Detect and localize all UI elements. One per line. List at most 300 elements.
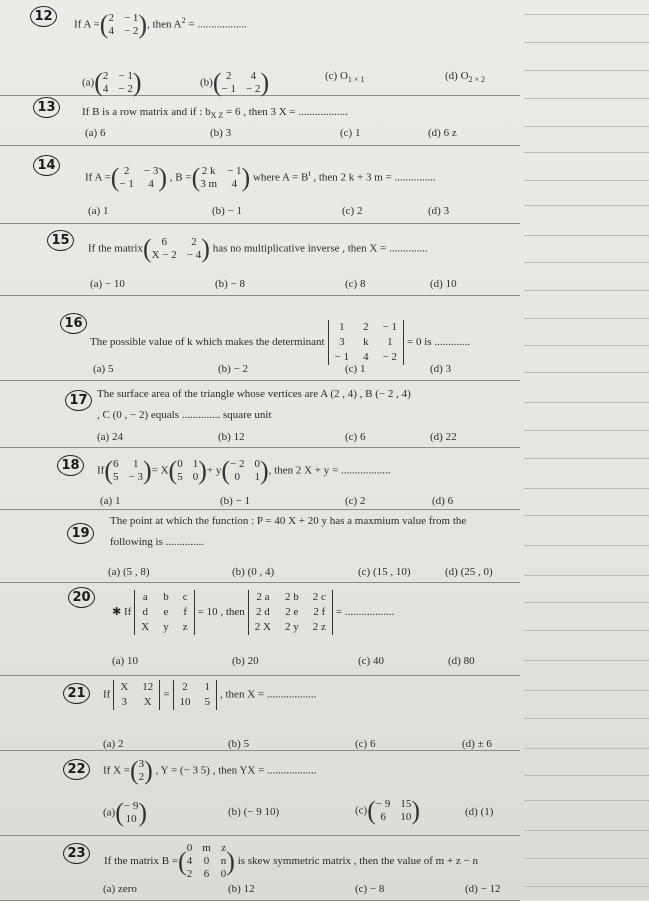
option-c: [345, 495, 365, 507]
question-number: 16: [60, 313, 87, 334]
matrix-entry: − 9: [375, 798, 391, 810]
matrix-entry: k: [363, 336, 369, 348]
matrix-cells: [113, 458, 143, 484]
right-bracket: ): [138, 10, 148, 39]
option-label: (c): [355, 804, 368, 817]
matrix-entry: 3: [121, 696, 128, 708]
option-text: (d) 80: [448, 655, 475, 667]
matrix-entry: 0: [186, 842, 193, 854]
option-text: (c) 6: [345, 431, 366, 443]
determinant-b: [248, 590, 333, 635]
option-b: [212, 205, 242, 217]
stem-text: has no multiplicative inverse , then X = ..............: [209, 242, 428, 255]
option-matrix: [94, 70, 141, 96]
question-stem: [112, 590, 394, 635]
option-a: [90, 278, 125, 290]
option-text: (b) − 1: [220, 495, 251, 507]
option-a: [85, 127, 105, 139]
matrix-entry: − 1: [334, 351, 350, 363]
matrix-entry: a: [142, 591, 148, 603]
matrix-entry: 10: [125, 813, 137, 825]
question-number: 21: [63, 683, 90, 704]
matrix-entry: 2 c: [312, 591, 326, 603]
matrix-entry: 0: [192, 471, 199, 483]
matrix-a: [111, 165, 167, 191]
option-label: (d) (1): [465, 806, 494, 818]
stem-text: where A = B: [250, 171, 309, 184]
right-bracket: ): [144, 756, 153, 785]
option-c: [342, 205, 362, 217]
option-a: [103, 883, 137, 895]
matrix-entry: 0: [254, 458, 260, 470]
matrix-entry: 2 k: [201, 165, 216, 177]
matrix-entry: 4: [148, 178, 154, 190]
option-text: (d) 3: [428, 205, 450, 217]
option-c: [355, 883, 384, 895]
matrix-cells: [152, 236, 202, 262]
question-stem: [85, 165, 436, 191]
stem-line-1: The point at which the function : P = 40 X + 20 y has a maxmium value from the: [110, 515, 467, 527]
determinant-a: [134, 590, 194, 635]
option-label: (c) O: [325, 70, 348, 82]
matrix-entry: e: [163, 606, 169, 618]
option-a: [103, 800, 147, 826]
option-label: (a): [82, 76, 95, 89]
question-12: [0, 2, 520, 96]
matrix-entry: 2 f: [313, 606, 326, 618]
option-text: (c) 1: [340, 127, 361, 139]
matrix-entry: 2 a: [256, 591, 270, 603]
left-bracket: (: [129, 756, 139, 785]
question-number: 19: [67, 523, 94, 544]
matrix-entry: 2: [102, 70, 109, 82]
matrix-entry: 1: [132, 458, 139, 470]
matrix-entry: − 9: [123, 800, 139, 812]
matrix-cells: [335, 320, 397, 365]
option-text: (b) (0 , 4): [232, 566, 275, 578]
stem-text: , then A: [147, 18, 182, 31]
determinant-b: [173, 680, 218, 710]
option-text: (d) ± 6: [462, 738, 492, 750]
matrix-cells: [119, 165, 158, 191]
option-a: [112, 655, 138, 667]
option-text: (a) 6: [85, 127, 106, 139]
matrix-cells: [180, 680, 211, 710]
option-text: (a) 1: [100, 495, 121, 507]
stem-text: =: [163, 688, 170, 701]
matrix-entry: 2 z: [312, 621, 326, 633]
option-text: (d) 6: [432, 495, 454, 507]
matrix-cells: [103, 70, 133, 96]
option-text: (a) (5 , 8): [108, 566, 150, 578]
option-text: (c) 40: [358, 655, 384, 667]
matrix-entry: 2 X: [254, 621, 271, 633]
left-bracket: (: [115, 798, 124, 827]
matrix-a: [178, 842, 235, 881]
matrix-entry: 12: [142, 681, 154, 693]
stem-text: The possible value of k which makes the determinant: [90, 336, 325, 349]
option-text: (b) 20: [232, 655, 259, 667]
right-bracket: ): [260, 456, 269, 485]
matrix-b: [169, 458, 207, 484]
option-a: [88, 205, 108, 217]
matrix-cells: [200, 165, 241, 191]
option-text: (a) zero: [103, 883, 137, 895]
matrix-entry: − 2: [245, 83, 261, 95]
question-20: [0, 582, 520, 676]
option-b: [200, 70, 269, 96]
question-stem: [104, 842, 478, 881]
matrix-entry: 1: [192, 458, 199, 470]
matrix-entry: 1: [387, 336, 393, 348]
question-23: [0, 835, 520, 901]
option-text: (c) 2: [342, 205, 363, 217]
subscript: X Z: [210, 111, 224, 121]
stem-text: If the matrix B =: [104, 855, 179, 868]
stem-line-2: following is ..............: [110, 536, 205, 548]
matrix-entry: 2: [186, 868, 193, 880]
option-d: [428, 127, 457, 139]
option-b: [215, 278, 245, 290]
option-text: (a) 24: [97, 431, 123, 443]
stem-text: is skew symmetric matrix , then the value of m + z − n: [234, 855, 478, 868]
option-b: [218, 431, 245, 443]
question-stem: [82, 106, 348, 120]
matrix-entry: 6: [380, 811, 386, 823]
matrix-entry: 5: [177, 471, 183, 483]
matrix-entry: 2 e: [285, 606, 299, 618]
question-number: 18: [57, 455, 84, 476]
matrix-entry: 2: [182, 681, 188, 693]
right-bracket: ): [260, 68, 270, 97]
matrix-cells: [222, 70, 261, 96]
option-b: [210, 127, 231, 139]
option-d: [432, 495, 453, 507]
option-a: [108, 566, 150, 578]
option-text: (d) 10: [430, 278, 457, 290]
left-bracket: (: [142, 234, 152, 263]
stem-line-2: , C (0 , − 2) equals .............. square unit: [97, 409, 272, 421]
question-number: 23: [63, 843, 90, 864]
stem-text: = ..................: [185, 18, 247, 31]
subscript: 1 × 1: [347, 75, 365, 85]
left-bracket: (: [168, 456, 178, 485]
option-text: (a) 2: [103, 738, 124, 750]
matrix-entry: − 1: [227, 165, 242, 177]
matrix-entry: − 1: [221, 83, 236, 95]
option-d: [445, 70, 485, 84]
matrix-cells: [124, 800, 138, 826]
right-bracket: ): [201, 234, 210, 263]
option-label: (a): [103, 806, 116, 819]
stem-text: + y: [206, 464, 222, 477]
option-c: [355, 738, 375, 750]
right-bracket: ): [198, 456, 207, 485]
option-label: (b) (− 9 10): [228, 806, 280, 818]
option-text: (c) 8: [345, 278, 366, 290]
matrix-entry: 10: [179, 696, 191, 708]
stem-text: ✱ If: [112, 606, 132, 619]
left-bracket: (: [104, 456, 113, 485]
matrix-entry: − 2: [382, 351, 398, 363]
option-text: (a) 5: [93, 363, 114, 375]
matrix-entry: 0: [177, 458, 183, 470]
stem-text: If X =: [103, 764, 130, 777]
matrix-entry: 4: [231, 178, 238, 190]
right-bracket: ): [411, 796, 421, 825]
option-text: (b) 5: [228, 738, 250, 750]
question-14: [0, 145, 520, 224]
matrix-entry: d: [142, 606, 149, 618]
matrix-entry: − 2: [123, 25, 139, 37]
stem-text: = ..................: [335, 606, 395, 619]
superscript: t: [308, 168, 311, 178]
stem-text: = 10 , then: [197, 606, 245, 619]
left-bracket: (: [191, 163, 201, 192]
option-c: [358, 566, 411, 578]
matrix-entry: 0: [234, 471, 241, 483]
option-text: (c) 6: [355, 738, 376, 750]
stem-text: , then 2 X + y = ..................: [268, 464, 391, 477]
question-16: [0, 295, 520, 381]
option-d: [445, 566, 493, 578]
matrix-entry: 2 y: [285, 621, 299, 633]
option-matrix: [115, 800, 147, 826]
matrix-entry: 6: [203, 868, 210, 880]
matrix-entry: − 1: [382, 321, 398, 333]
question-stem: [88, 236, 428, 262]
matrix-entry: y: [163, 621, 169, 633]
question-13: [0, 95, 520, 146]
matrix-entry: c: [182, 591, 188, 603]
left-bracket: (: [212, 68, 222, 97]
matrix-entry: − 1: [118, 70, 133, 82]
option-a: [82, 70, 142, 96]
matrix-entry: f: [183, 606, 188, 618]
option-label: (b): [200, 76, 213, 89]
stem-text: = 0 is .............: [407, 336, 471, 349]
matrix-entry: X: [141, 621, 150, 633]
matrix-cells: [255, 590, 326, 635]
matrix-a: [130, 758, 153, 784]
option-d: [428, 205, 449, 217]
stem-text: If the matrix: [88, 242, 143, 255]
option-c: [355, 798, 420, 824]
option-d: [465, 806, 493, 818]
matrix-cells: [141, 590, 187, 635]
option-text: (d) (25 , 0): [445, 566, 493, 578]
matrix-cells: [230, 458, 260, 484]
right-bracket: ): [132, 68, 142, 97]
option-d: [430, 278, 457, 290]
matrix-a: [100, 12, 147, 38]
question-stem: [103, 680, 316, 710]
matrix-entry: X − 2: [151, 249, 177, 261]
option-text: (b) − 8: [215, 278, 246, 290]
option-d: [430, 431, 457, 443]
question-number: 22: [63, 759, 90, 780]
stem-text: = X: [151, 464, 169, 477]
option-b: [228, 883, 255, 895]
matrix-entry: 4: [250, 70, 256, 82]
matrix-entry: 4: [363, 351, 369, 363]
matrix-entry: n: [220, 855, 227, 867]
matrix-a: [143, 236, 210, 262]
matrix-entry: − 3: [143, 165, 159, 177]
matrix-entry: 4: [186, 855, 193, 867]
matrix-entry: 1: [339, 321, 345, 333]
right-bracket: ): [142, 456, 152, 485]
option-d: [465, 883, 501, 895]
question-stem: [110, 515, 466, 548]
question-stem: [90, 320, 470, 365]
matrix-entry: 15: [400, 798, 412, 810]
option-text: (c) − 8: [355, 883, 385, 895]
matrix-a: [104, 458, 151, 484]
stem-text: , then X = ..................: [220, 688, 317, 701]
matrix-entry: b: [163, 591, 169, 603]
question-stem: [97, 388, 411, 421]
ruled-lines: [519, 0, 649, 900]
option-label: (d) O: [445, 70, 469, 82]
question-number: 12: [30, 6, 57, 27]
matrix-entry: − 3: [128, 471, 143, 483]
stem-text: If B is a row matrix and if : b: [82, 106, 211, 118]
option-c: [345, 278, 365, 290]
stem-text: = 6 , then 3 X = ..................: [223, 106, 348, 118]
option-matrix: [213, 70, 269, 96]
question-22: [0, 750, 520, 836]
matrix-entry: 6: [161, 236, 167, 248]
matrix-entry: 2: [123, 165, 130, 177]
left-bracket: (: [110, 163, 120, 192]
right-bracket: ): [241, 163, 251, 192]
determinant-a: [113, 680, 160, 710]
question-number: 13: [33, 97, 60, 118]
question-21: [0, 675, 520, 751]
matrix-entry: 5: [204, 696, 210, 708]
matrix-entry: 3: [339, 336, 345, 348]
option-a: [93, 363, 113, 375]
subscript: 2 × 2: [468, 75, 486, 85]
option-matrix: [367, 798, 420, 824]
question-18: [0, 447, 520, 510]
matrix-entry: 5: [113, 471, 119, 483]
matrix-entry: m: [202, 842, 211, 854]
option-d: [448, 655, 475, 667]
question-number: 14: [33, 155, 60, 176]
matrix-entry: 3: [138, 758, 145, 770]
matrix-entry: 10: [400, 811, 412, 823]
stem-text: , B =: [167, 171, 192, 184]
option-a: [97, 431, 123, 443]
matrix-cells: [376, 798, 411, 824]
matrix-entry: z: [221, 842, 226, 854]
option-d: [430, 363, 451, 375]
left-bracket: (: [94, 68, 103, 97]
matrix-entry: 0: [220, 868, 227, 880]
matrix-cells: [177, 458, 198, 484]
stem-text: If A =: [74, 18, 100, 31]
option-c: [345, 431, 365, 443]
matrix-entry: − 2: [118, 83, 133, 95]
right-bracket: ): [226, 846, 235, 876]
matrix-entry: 4: [108, 25, 114, 37]
option-c: [340, 127, 360, 139]
option-d: [462, 738, 492, 750]
matrix-cells: [108, 12, 138, 38]
option-text: (c) 2: [345, 495, 366, 507]
option-c: [358, 655, 384, 667]
question-number: 15: [47, 230, 74, 251]
stem-text: If: [103, 688, 111, 701]
matrix-cells: [120, 680, 153, 710]
option-b: [232, 655, 259, 667]
right-bracket: ): [138, 798, 148, 827]
option-b: [220, 495, 250, 507]
stem-text: If: [97, 464, 105, 477]
matrix-b: [192, 165, 251, 191]
left-bracket: (: [221, 456, 231, 485]
option-b: [228, 806, 279, 818]
matrix-entry: 2 d: [256, 606, 270, 618]
option-text: (b) − 2: [218, 363, 249, 375]
left-bracket: (: [367, 796, 376, 825]
stem-text: , then 2 k + 3 m = ...............: [310, 171, 436, 184]
superscript: 2: [181, 15, 186, 25]
option-text: (d) 6 z: [428, 127, 457, 139]
question-19: [0, 509, 520, 583]
question-stem: [103, 758, 317, 784]
option-text: (c) 1: [345, 363, 366, 375]
option-text: (b) 12: [218, 431, 245, 443]
left-bracket: (: [178, 846, 187, 876]
matrix-entry: 2: [108, 12, 114, 24]
matrix-entry: 1: [254, 471, 260, 483]
option-text: (a) − 10: [90, 278, 125, 290]
matrix-entry: 3 m: [200, 178, 218, 190]
option-text: (b) − 1: [212, 205, 243, 217]
matrix-entry: 2 b: [285, 591, 299, 603]
option-b: [228, 738, 249, 750]
question-number: 17: [65, 390, 92, 411]
right-bracket: ): [158, 163, 168, 192]
question-15: [0, 223, 520, 296]
matrix-entry: 2: [138, 771, 145, 783]
option-text: (d) − 12: [465, 883, 501, 895]
stem-line-1: The surface area of the triangle whose vertices are A (2 , 4) , B (− 2 , 4): [97, 388, 411, 400]
option-text: (b) 3: [210, 127, 232, 139]
matrix-entry: − 1: [119, 178, 134, 190]
matrix-entry: X: [120, 681, 129, 693]
matrix-entry: 2: [363, 321, 369, 333]
question-17: [0, 380, 520, 448]
option-c: [345, 363, 365, 375]
question-stem: [74, 12, 247, 38]
option-a: [103, 738, 123, 750]
matrix-entry: 4: [102, 83, 109, 95]
option-text: (d) 22: [430, 431, 457, 443]
option-b: [218, 363, 248, 375]
matrix-entry: 1: [204, 681, 210, 693]
option-text: (c) (15 , 10): [358, 566, 411, 578]
matrix-entry: X: [143, 696, 152, 708]
option-a: [100, 495, 120, 507]
option-text: (b) 12: [228, 883, 255, 895]
matrix-entry: − 4: [186, 249, 202, 261]
stem-text: If A =: [85, 171, 111, 184]
matrix-c: [221, 458, 268, 484]
